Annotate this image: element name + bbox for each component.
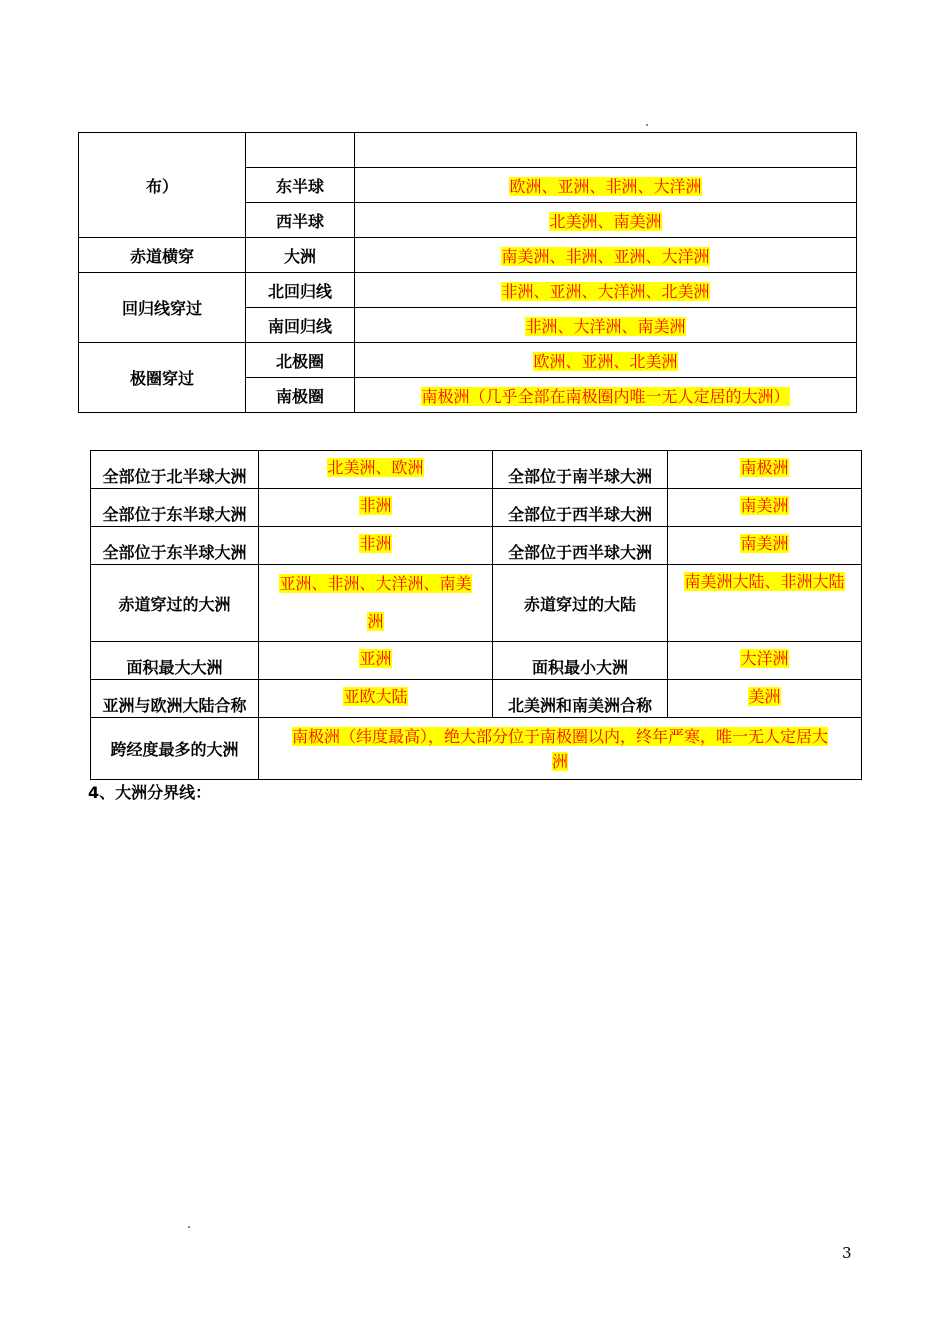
answer-text: 南极洲: [740, 458, 789, 477]
answer-cell: [259, 451, 493, 489]
answer-cell: [259, 527, 493, 565]
answer-cell: [259, 642, 493, 680]
answer-text: 北美洲、欧洲: [327, 458, 424, 477]
sub-label-tropic-cancer: 北回归线: [246, 273, 355, 308]
answer-cell: [259, 489, 493, 527]
answer-cell: [259, 718, 862, 780]
sub-label-east: 东半球: [246, 168, 355, 203]
sub-label-arctic: 北极圈: [246, 343, 355, 378]
answer-cell: [355, 343, 857, 378]
page-number: 3: [842, 1244, 852, 1262]
answer-cell: [355, 308, 857, 343]
decor-dot: [646, 124, 648, 126]
answer-text: 北美洲、南美洲: [549, 211, 662, 231]
group-label-tropics: 回归线穿过: [79, 273, 246, 343]
sub-label-west: 西半球: [246, 203, 355, 238]
answer-cell: [355, 168, 857, 203]
fact-label: 跨经度最多的大洲: [91, 718, 259, 780]
answer-cell: [355, 378, 857, 413]
sub-label-antarctic: 南极圈: [246, 378, 355, 413]
section-heading: 4、大洲分界线：: [88, 783, 212, 802]
answer-text: 欧洲、亚洲、非洲、大洋洲: [509, 176, 702, 196]
hemisphere-table: [78, 132, 857, 413]
sub-label-tropic-capricorn: 南回归线: [246, 308, 355, 343]
answer-cell: [668, 489, 862, 527]
answer-cell: [668, 527, 862, 565]
decor-dot: [188, 1226, 190, 1228]
group-label-equator: 赤道横穿: [79, 238, 246, 273]
continent-facts-table: [90, 450, 862, 780]
fact-label: 全部位于西半球大洲: [493, 489, 668, 527]
fact-label: 亚洲与欧洲大陆合称: [91, 680, 259, 718]
answer-text: 洲: [367, 612, 384, 631]
answer-text: 非洲、亚洲、大洋洲、北美洲: [501, 281, 710, 301]
fact-label: 赤道穿过的大陆: [493, 565, 668, 642]
answer-cell: [259, 565, 493, 642]
answer-text: 南美洲、非洲、亚洲、大洋洲: [501, 246, 710, 266]
answer-text: 南极洲（几乎全部在南极圈内唯一无人定居的大洲）: [421, 386, 790, 406]
sub-label-continent: 大洲: [246, 238, 355, 273]
fact-label: 全部位于东半球大洲: [91, 489, 259, 527]
answer-cell: [668, 642, 862, 680]
fact-label: 全部位于东半球大洲: [91, 527, 259, 565]
answer-text: 南美洲: [740, 496, 789, 515]
answer-cell: [355, 133, 857, 168]
fact-label: 北美洲和南美洲合称: [493, 680, 668, 718]
fact-label: 全部位于南半球大洲: [493, 451, 668, 489]
fact-label: 面积最小大洲: [493, 642, 668, 680]
answer-text: 美洲: [748, 687, 781, 706]
answer-text: 非洲: [359, 534, 392, 553]
group-label-polar: 极圈穿过: [79, 343, 246, 413]
answer-text: 大洋洲: [740, 649, 789, 668]
answer-text: 非洲、大洋洲、南美洲: [525, 316, 686, 336]
fact-label: 全部位于北半球大洲: [91, 451, 259, 489]
answer-text: 南美洲大陆、非洲大陆: [684, 572, 845, 591]
answer-cell: [355, 273, 857, 308]
answer-text: 南美洲: [740, 534, 789, 553]
answer-cell: [668, 451, 862, 489]
group-label-hemisphere: 布）: [79, 133, 246, 238]
sub-label: [246, 133, 355, 168]
answer-cell: [668, 565, 862, 642]
answer-cell: [355, 203, 857, 238]
fact-label: 赤道穿过的大洲: [91, 565, 259, 642]
answer-cell: [355, 238, 857, 273]
answer-cell: [668, 680, 862, 718]
answer-text: 亚洲、非洲、大洋洲、南美: [279, 574, 472, 593]
answer-text: 南极洲（纬度最高），绝大部分位于南极圈以内，终年严寒，唯一无人定居大: [291, 726, 828, 746]
fact-label: 全部位于西半球大洲: [493, 527, 668, 565]
fact-label: 面积最大大洲: [91, 642, 259, 680]
answer-text: 非洲: [359, 496, 392, 515]
answer-text: 亚洲: [359, 649, 392, 668]
answer-cell: [259, 680, 493, 718]
answer-text: 亚欧大陆: [343, 687, 408, 706]
answer-text: 欧洲、亚洲、北美洲: [533, 351, 678, 371]
answer-text: 洲: [551, 751, 568, 771]
